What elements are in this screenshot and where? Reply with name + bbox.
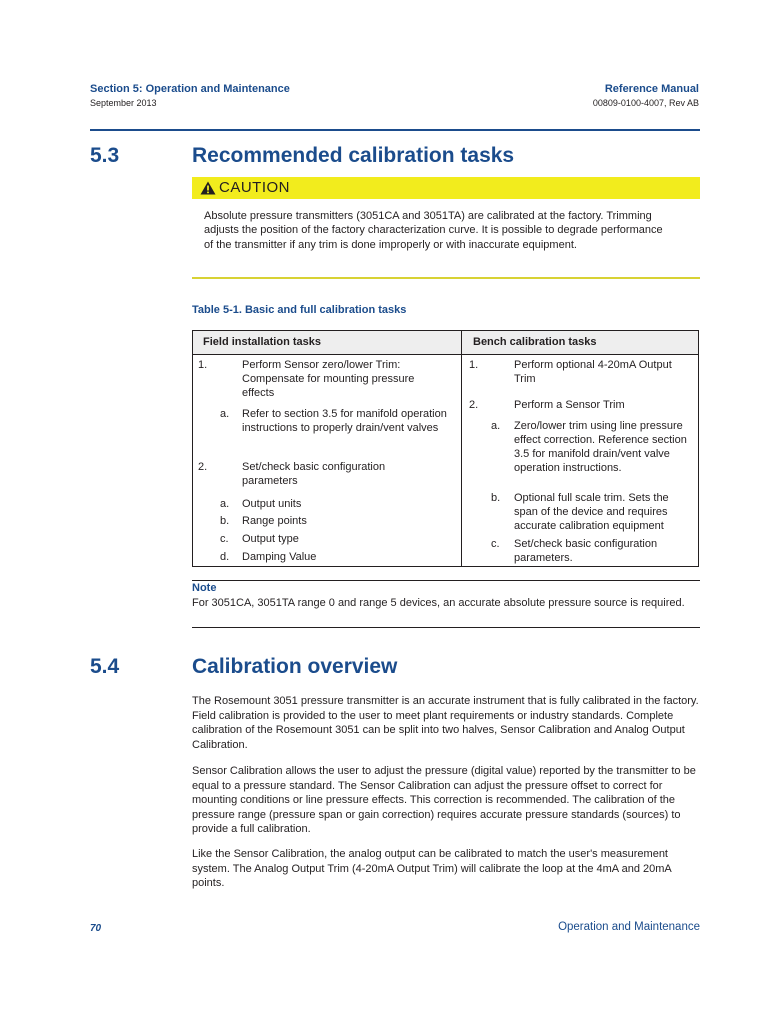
list-item: Refer to section 3.5 for manifold operation instructions to properly drain/vent valves — [242, 408, 447, 434]
header-doc-number: 00809-0100-4007, Rev AB — [592, 98, 699, 108]
header-manual-title: Reference Manual — [604, 83, 699, 95]
header-divider — [90, 129, 700, 131]
list-item: Perform a Sensor Trim — [514, 399, 625, 411]
section-title: Recommended calibration tasks — [192, 144, 515, 167]
paragraph: Sensor Calibration allows the user to adjust the pressure (digital value) reported by the transmitter to be equal to a pressure standard. The Sensor Calibration can adjust the pressure offset to correct for mounting conditions or line pressure effects. This correction is recommended. The calibration of the pressure range (pressure span or gain correction) requires accurate pressure standards (sources) to provide a full calibration. — [192, 765, 696, 835]
table-caption: Table 5-1. Basic and full calibration tasks — [192, 304, 407, 316]
list-item: Damping Value — [242, 551, 317, 563]
list-item: Perform Sensor zero/lower Trim: Compensate for mounting pressure effects — [242, 359, 415, 399]
note-top-divider — [192, 580, 700, 581]
paragraph: Like the Sensor Calibration, the analog output can be calibrated to match the user's measurement system. The Analog Output Trim (4-20mA Output Trim) will calibrate the loop at the 4mA and 20mA points. — [192, 848, 672, 889]
list-item-marker: a. — [220, 498, 230, 510]
list-item: Range points — [242, 515, 307, 527]
header-date: September 2013 — [90, 98, 157, 108]
table-column-divider — [461, 330, 462, 567]
note-label: Note — [192, 582, 217, 594]
list-item: Zero/lower trim using line pressure effect correction. Reference section 3.5 for manifold drain/vent valve operation instructions. — [514, 420, 687, 474]
warning-icon — [200, 181, 216, 195]
list-item-marker: 1. — [469, 359, 479, 371]
list-item: Output type — [242, 533, 299, 545]
caution-divider — [192, 277, 700, 279]
list-item-marker: c. — [491, 538, 500, 550]
list-item-marker: d. — [220, 551, 230, 563]
note-bottom-divider — [192, 627, 700, 628]
list-item-marker: 2. — [198, 461, 208, 473]
list-item-marker: 2. — [469, 399, 479, 411]
list-item: Optional full scale trim. Sets the span of the device and requires accurate calibration equipment — [514, 492, 669, 532]
list-item-marker: b. — [220, 515, 230, 527]
list-item-marker: c. — [220, 533, 229, 545]
list-item-marker: a. — [491, 420, 501, 432]
list-item-marker: 1. — [198, 359, 208, 371]
footer-section-title: Operation and Maintenance — [558, 921, 700, 933]
paragraph: The Rosemount 3051 pressure transmitter is an accurate instrument that is fully calibrated in the factory. Field calibration is provided to the user to meet plant requirements or industry standards. Complete calibration of the Rosemount 3051 can be split into two halves, Sensor Calibration and Analog Output Calibration. — [192, 695, 699, 751]
section-number: 5.4 — [90, 655, 120, 678]
list-item-marker: a. — [220, 408, 230, 420]
list-item: Perform optional 4-20mA Output Trim — [514, 359, 672, 385]
list-item: Output units — [242, 498, 302, 510]
section-number: 5.3 — [90, 144, 120, 167]
note-text: For 3051CA, 3051TA range 0 and range 5 devices, an accurate absolute pressure source is required. — [192, 597, 685, 609]
table-header-bench: Bench calibration tasks — [473, 336, 597, 348]
section-title: Calibration overview — [192, 655, 398, 678]
caution-label: CAUTION — [219, 179, 290, 196]
table-header-field: Field installation tasks — [203, 336, 321, 348]
header-section-title: Section 5: Operation and Maintenance — [90, 83, 290, 95]
list-item-marker: b. — [491, 492, 501, 504]
list-item: Set/check basic configuration parameters. — [514, 538, 658, 564]
page-number: 70 — [90, 923, 102, 934]
caution-text: Absolute pressure transmitters (3051CA and 3051TA) are calibrated at the factory. Trimming adjusts the position of the factory characterization curve. It is possible to degrade performance of the transmitter if any trim is done improperly or with inaccurate equipment. — [204, 210, 663, 251]
list-item: Set/check basic configuration parameters — [242, 461, 386, 487]
